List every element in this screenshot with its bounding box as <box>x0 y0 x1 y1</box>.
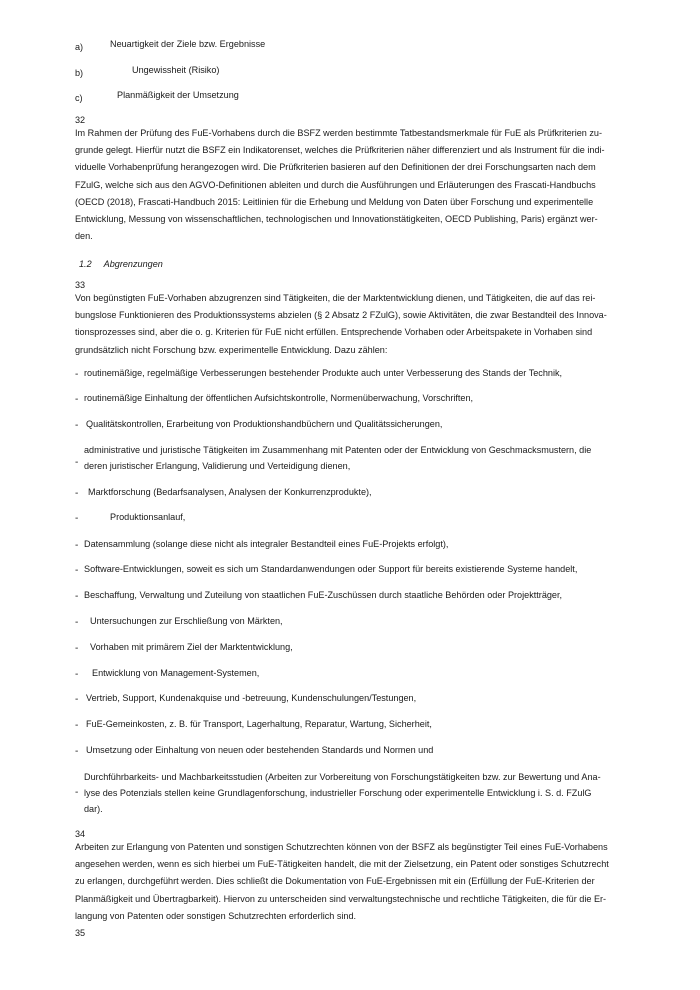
bullet-dash: - <box>75 746 79 757</box>
enum-letter: c) <box>75 93 83 103</box>
section-number: 1.2 <box>79 259 92 269</box>
list-item: Produktionsanlauf, <box>110 512 186 522</box>
enum-text: Ungewissheit (Risiko) <box>132 65 220 75</box>
enum-text: Neuartigkeit der Ziele bzw. Ergebnisse <box>110 39 266 49</box>
bullet-dash: - <box>75 513 79 524</box>
enum-text: Planmäßigkeit der Umsetzung <box>117 90 239 100</box>
paragraph-34-text <box>75 839 628 925</box>
list-item: administrative und juristische Tätigkeiten im Zusammenhang mit Patenten oder der Entwicklung von Geschmacksmustern, die <box>84 445 592 455</box>
list-item: Marktforschung (Bedarfsanalysen, Analysen der Konkurrenzprodukte), <box>88 487 372 497</box>
paragraph-number: 35 <box>75 928 86 938</box>
list-item: Software-Entwicklungen, soweit es sich um Standardanwendungen oder Support für bereits existierende Systeme handelt, <box>84 564 578 574</box>
text-line: den. <box>75 231 93 242</box>
text-line: bungslose Funktionieren des Produktionssystems abzielen (§ 2 Absatz 2 FZulG), sowie Aktivitäten, die zwar Bestandteil des Innova- <box>75 310 607 321</box>
text-line: Entwicklung, Messung von wissenschaftlichen, technologischen und Innovationstätigkeiten, OECD Publishing, Paris) ergänzt wer- <box>75 214 598 225</box>
bullet-dash: - <box>75 565 79 576</box>
list-item: Vorhaben mit primärem Ziel der Marktentwicklung, <box>90 642 293 652</box>
bullet-dash: - <box>75 488 79 499</box>
text-line: angesehen werden, wenn es sich hierbei um FuE-Tätigkeiten handelt, die mit der Zielsetzung, ein Patent oder sonstiges Schutzrecht <box>75 859 609 870</box>
list-item-continuation: dar). <box>84 804 103 814</box>
list-item: Untersuchungen zur Erschließung von Märkten, <box>90 616 283 626</box>
bullet-dash: - <box>75 420 79 431</box>
list-item-continuation: deren juristischer Erlangung, Validierung und Verteidigung dienen, <box>84 461 351 471</box>
paragraph-number: 34 <box>75 829 86 839</box>
text-line: (OECD (2018), Frascati-Handbuch 2015: Leitlinien für die Erhebung und Meldung von Daten über Forschung und experimentelle <box>75 196 594 207</box>
list-item: FuE-Gemeinkosten, z. B. für Transport, Lagerhaltung, Reparatur, Wartung, Sicherheit, <box>86 719 432 729</box>
paragraph-33-text <box>75 290 628 359</box>
paragraph-32-text <box>75 125 628 245</box>
list-item: Durchführbarkeits- und Machbarkeitsstudien (Arbeiten zur Vorbereitung von Forschungstätigkeiten bzw. zur Bewertung und Ana- <box>84 772 601 782</box>
bullet-dash: - <box>75 591 79 602</box>
list-item: routinemäßige Einhaltung der öffentlichen Aufsichtskontrolle, Normenüberwachung, Vorschriften, <box>84 393 474 403</box>
bullet-dash: - <box>75 394 79 405</box>
enum-letter: b) <box>75 68 84 78</box>
text-line: viduelle Vorhabenprüfung herangezogen wird. Die Prüfkriterien basieren auf den Definitionen der drei Forschungsarten nach dem <box>75 162 596 173</box>
bullet-dash: - <box>75 540 79 551</box>
list-item: Datensammlung (solange diese nicht als integraler Bestandteil eines FuE-Projekts erfolgt), <box>84 539 449 549</box>
text-line: Arbeiten zur Erlangung von Patenten und sonstigen Schutzrechten können von der BSFZ als begünstigter Teil eines FuE-Vorhabens <box>75 842 608 852</box>
bullet-dash: - <box>75 369 79 380</box>
list-item: routinemäßige, regelmäßige Verbesserungen bestehender Produkte auch unter Verbesserung des Stands der Technik, <box>84 368 563 378</box>
text-line: langung von Patenten oder sonstigen Schutzrechten erforderlich sind. <box>75 910 357 921</box>
bullet-dash: - <box>75 694 79 705</box>
text-line: tionsprozesses sind, aber die o. g. Kriterien für FuE nicht erfüllen. Entsprechende Vorhaben oder Arbeitspakete in Vorhaben sind <box>75 327 593 338</box>
paragraph-number: 33 <box>75 280 86 290</box>
bullet-dash: - <box>75 457 79 468</box>
text-line: Im Rahmen der Prüfung des FuE-Vorhabens durch die BSFZ werden bestimmte Tatbestandsmerkmale für FuE als Prüfkriterien zu- <box>75 128 602 138</box>
bullet-dash: - <box>75 669 79 680</box>
list-item-continuation: lyse des Potenzials stellen keine Grundlagenforschung, industrieller Forschung oder experimentelle Entwicklung i. S. d. FZulG <box>84 788 592 798</box>
paragraph-number: 32 <box>75 115 86 125</box>
text-line: Von begünstigten FuE-Vorhaben abzugrenzen sind Tätigkeiten, die der Marktentwicklung dienen, und Tätigkeiten, die auf das rei- <box>75 293 596 303</box>
text-line: grundsätzlich nicht Forschung bzw. experimentelle Entwicklung. Dazu zählen: <box>75 344 388 355</box>
text-line: FZulG, welche sich aus den AGVO-Definitionen ableiten und durch die Ausführungen und Erläuterungen des Frascati-Handbuchs <box>75 179 596 190</box>
list-item: Qualitätskontrollen, Erarbeitung von Produktionshandbüchern und Qualitätssicherungen, <box>86 419 443 429</box>
list-item: Vertrieb, Support, Kundenakquise und -betreuung, Kundenschulungen/Testungen, <box>86 693 417 703</box>
text-line: Planmäßigkeit und Übertragbarkeit). Hiervon zu unterscheiden sind verwaltungstechnische und rechtliche Tätigkeiten, die für die Er- <box>75 893 607 904</box>
list-item: Entwicklung von Management-Systemen, <box>92 668 260 678</box>
bullet-dash: - <box>75 617 79 628</box>
enum-letter: a) <box>75 42 84 52</box>
section-heading <box>79 259 175 269</box>
bullet-dash: - <box>75 787 79 798</box>
bullet-dash: - <box>75 720 79 731</box>
list-item: Beschaffung, Verwaltung und Zuteilung von staatlichen FuE-Zuschüssen durch staatliche Behörden oder Projektträger, <box>84 590 563 600</box>
section-title: Abgrenzungen <box>103 259 163 269</box>
bullet-dash: - <box>75 643 79 654</box>
text-line: zu erlangen, durchgeführt werden. Dies schließt die Dokumentation von FuE-Ergebnissen mit ein (Erfüllung der FuE-Kriterien der <box>75 876 595 887</box>
text-line: grunde gelegt. Hierfür nutzt die BSFZ ein Indikatorenset, welches die Prüfkriterien näher differenziert und als Instrument für die indi- <box>75 145 605 156</box>
list-item: Umsetzung oder Einhaltung von neuen oder bestehenden Standards und Normen und <box>86 745 434 755</box>
